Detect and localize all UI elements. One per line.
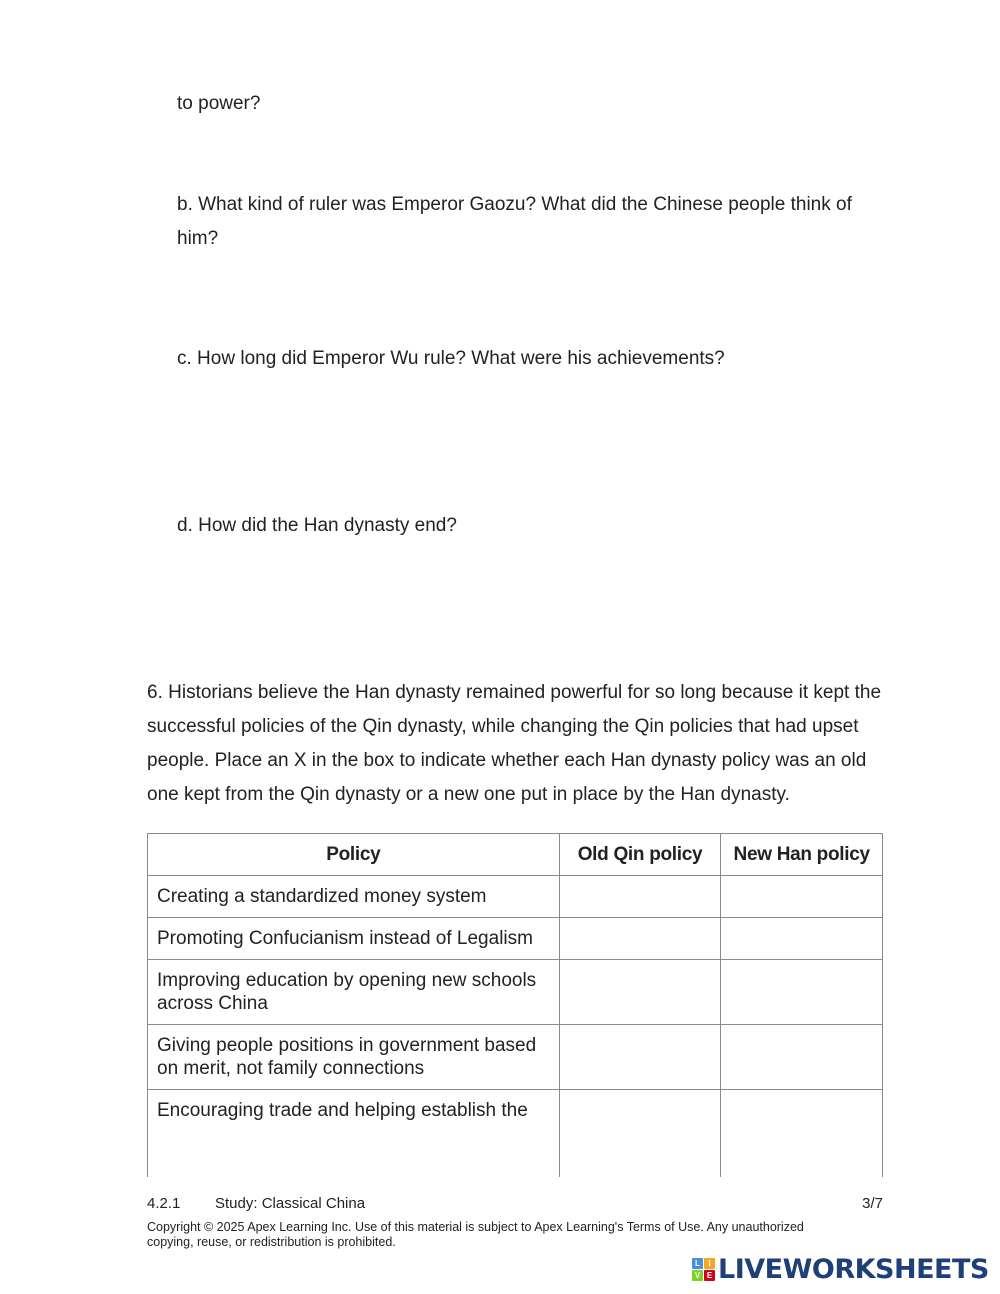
policy-cell: Promoting Confucianism instead of Legalism bbox=[148, 918, 560, 960]
logo-letter-l: L bbox=[692, 1258, 703, 1269]
policy-table bbox=[147, 833, 883, 1177]
logo-letter-v: V bbox=[692, 1270, 703, 1281]
question-6: 6. Historians believe the Han dynasty remained powerful for so long because it kept the successful policies of the Qin dynasty, while changing the Qin policies that had upset people. Place an X in the box to indicate whether each Han dynasty policy was an old one kept from the Qin dynasty or a new one put in place by the Han dynasty. bbox=[147, 682, 882, 805]
header-old-qin: Old Qin policy bbox=[559, 834, 721, 876]
question-d: d. How did the Han dynasty end? bbox=[177, 515, 457, 536]
old-qin-checkbox-cell[interactable] bbox=[559, 1090, 721, 1178]
question-c: c. How long did Emperor Wu rule? What were his achievements? bbox=[177, 348, 725, 369]
logo-letter-e: E bbox=[704, 1270, 715, 1281]
question-a-continuation: to power? bbox=[177, 93, 261, 114]
old-qin-checkbox-cell[interactable] bbox=[559, 960, 721, 1025]
policy-cell: Giving people positions in government based on merit, not family connections bbox=[148, 1025, 560, 1090]
old-qin-checkbox-cell[interactable] bbox=[559, 876, 721, 918]
question-b: b. What kind of ruler was Emperor Gaozu? What did the Chinese people think of him? bbox=[177, 194, 852, 249]
table-row bbox=[148, 1090, 883, 1178]
old-qin-checkbox-cell[interactable] bbox=[559, 918, 721, 960]
footer-title: Study: Classical China bbox=[215, 1195, 366, 1212]
new-han-checkbox-cell[interactable] bbox=[721, 1090, 883, 1178]
table-header-row bbox=[148, 834, 883, 876]
policy-table-container bbox=[147, 833, 883, 1177]
table-row bbox=[148, 918, 883, 960]
liveworksheets-logo[interactable] bbox=[692, 1252, 989, 1286]
new-han-checkbox-cell[interactable] bbox=[721, 876, 883, 918]
footer-section-number: 4.2.1 bbox=[147, 1195, 181, 1212]
header-policy: Policy bbox=[148, 834, 560, 876]
table-row bbox=[148, 1025, 883, 1090]
new-han-checkbox-cell[interactable] bbox=[721, 918, 883, 960]
copyright-notice: Copyright © 2025 Apex Learning Inc. Use of this material is subject to Apex Learning's Terms of Use. Any unauthorized copying, reuse, or redistribution is prohibited. bbox=[147, 1220, 804, 1249]
logo-letter-i: I bbox=[704, 1258, 715, 1269]
table-row bbox=[148, 876, 883, 918]
table-row bbox=[148, 960, 883, 1025]
header-new-han: New Han policy bbox=[721, 834, 883, 876]
policy-cell: Encouraging trade and helping establish the bbox=[148, 1090, 560, 1178]
policy-cell: Improving education by opening new schools across China bbox=[148, 960, 560, 1025]
footer-page-number: 3/7 bbox=[862, 1195, 883, 1212]
new-han-checkbox-cell[interactable] bbox=[721, 1025, 883, 1090]
liveworksheets-logo-icon bbox=[692, 1258, 715, 1281]
new-han-checkbox-cell[interactable] bbox=[721, 960, 883, 1025]
old-qin-checkbox-cell[interactable] bbox=[559, 1025, 721, 1090]
liveworksheets-wordmark: LIVEWORKSHEETS bbox=[718, 1253, 989, 1285]
policy-cell: Creating a standardized money system bbox=[148, 876, 560, 918]
